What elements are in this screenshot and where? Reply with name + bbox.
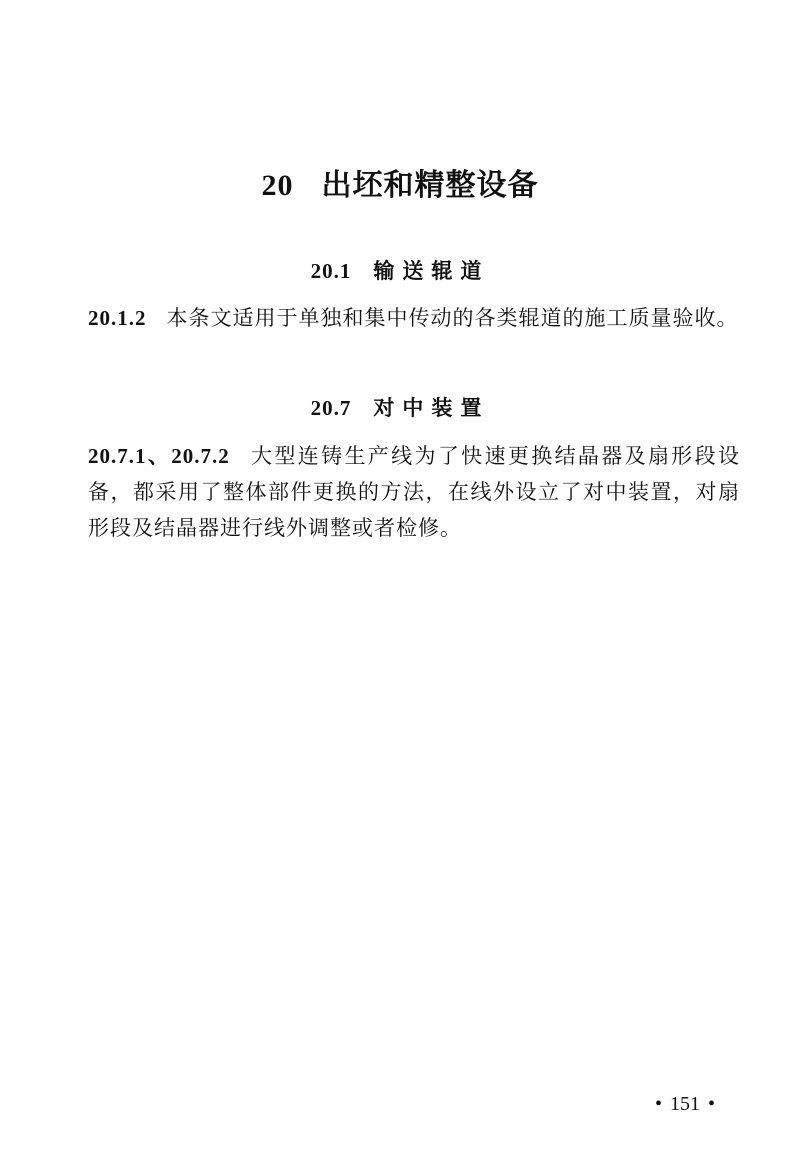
bullet-left: • bbox=[654, 1093, 662, 1115]
section-heading-20-1 bbox=[0, 255, 800, 285]
page-number bbox=[640, 1093, 730, 1116]
chapter-title-text: 出坯和精整设备 bbox=[321, 168, 539, 203]
section-heading-20-7 bbox=[0, 392, 800, 422]
clause-20-1-2 bbox=[88, 300, 740, 336]
clause-number: 20.1.2 bbox=[88, 306, 147, 330]
clause-20-7-1-2 bbox=[88, 438, 740, 546]
section-number: 20.1 bbox=[310, 259, 352, 283]
clause-number: 20.7.1、20.7.2 bbox=[88, 444, 230, 468]
chapter-title bbox=[0, 160, 800, 204]
chapter-number: 20 bbox=[261, 169, 294, 202]
bullet-right: • bbox=[708, 1093, 716, 1115]
clause-text: 本条文适用于单独和集中传动的各类辊道的施工质量验收。 bbox=[166, 306, 739, 330]
clause-text: 大型连铸生产线为了快速更换结晶器及扇形段设备，都采用了整体部件更换的方法，在线外设立了对中装置，对扇形段及结晶器进行线外调整或者检修。 bbox=[88, 444, 741, 540]
page-number-value: 151 bbox=[670, 1093, 700, 1115]
section-title: 对中装置 bbox=[373, 395, 490, 420]
section-number: 20.7 bbox=[310, 396, 352, 420]
section-title: 输送辊道 bbox=[373, 258, 490, 283]
